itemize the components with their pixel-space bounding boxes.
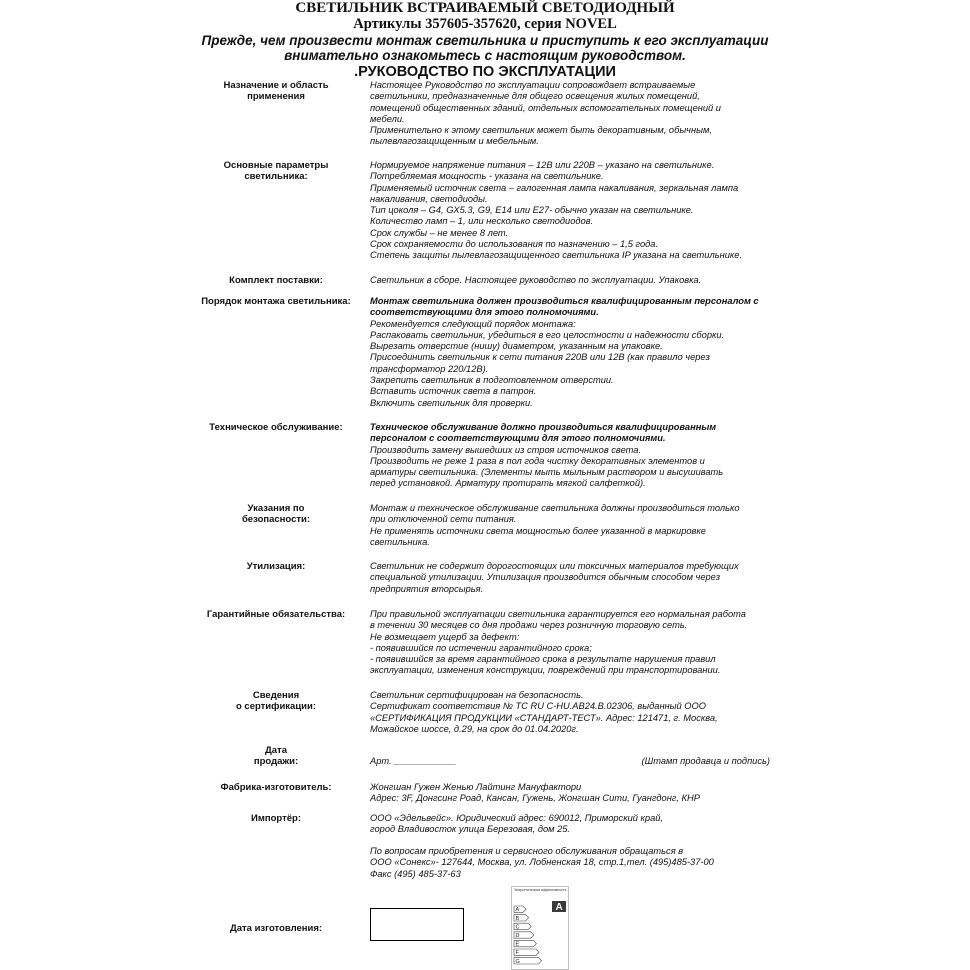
stamp-note: (Штамп продавца и подпись) [641, 756, 770, 766]
text-line: специальной утилизации. Утилизация производится обычным способом через [370, 572, 721, 583]
section-body [370, 690, 790, 735]
section-label: Указания по безопасности: [241, 503, 311, 526]
section-body [370, 561, 790, 595]
energy-class-letter: G [515, 958, 520, 965]
energy-class-letter: C [515, 924, 520, 931]
energy-class-letter: E [515, 941, 520, 948]
energy-class-letter: F [515, 950, 519, 957]
text-line: Производить не реже 1 раза в пол года чистку декоративных элементов и [370, 455, 705, 466]
text-line: светильники, предназначенные для общего освещения жилых помещений, [370, 91, 700, 102]
text-line: Факс (495) 485-37-63 [370, 868, 461, 879]
text-line: Не возмещает ущерб за дефект: [370, 631, 520, 642]
section-label: Дата изготовления: [229, 923, 323, 934]
text-line: Можайское шоссе, д.29, на срок до 01.04.2020г. [370, 723, 579, 734]
section-body [370, 422, 790, 490]
section-label: Гарантийные обязательства: [206, 609, 346, 620]
text-line-bold: соответствующими для этого полномочиями. [370, 307, 599, 318]
text-line: Производить замену вышедших из строя источников света. [370, 444, 642, 455]
text-line: пылевлагозащищенным и мебельным. [370, 136, 539, 147]
warning-line-1: Прежде, чем произвести монтаж светильника и приступить к его эксплуатации [201, 33, 769, 48]
manual-title: .РУКОВОДСТВО ПО ЭКСПЛУАТАЦИИ [354, 64, 616, 80]
section-body [370, 80, 790, 148]
text-line: в течении 30 месяцев со дня продажи через розничную торговую сеть. [370, 620, 688, 631]
section-body [370, 846, 790, 880]
text-line: Жонгшан Гужен Женью Лайтинг Мануфактори [370, 782, 582, 792]
text-line-bold: Монтаж светильника должен производиться квалифицированным персоналом с [370, 296, 759, 306]
text-line: Срок сохраняемости до использования по назначению – 1,5 года. [370, 239, 659, 250]
text-line: Светильник сертифицирован на безопасность. [370, 690, 584, 700]
article-field: Арт. ____________ [370, 756, 457, 766]
document-title: СВЕТИЛЬНИК ВСТРАИВАЕМЫЙ СВЕТОДИОДНЫЙ [295, 0, 675, 16]
section-body [370, 756, 790, 767]
text-line: Тип цоколя – G4, GX5.3, G9, E14 или E27- обычно указан на светильнике. [370, 205, 694, 216]
text-line: Распаковать светильник, убедиться в его целостности и надежности сборки. [370, 329, 725, 340]
text-line-bold: персоналом с соответствующими для этого полномочиями. [370, 433, 666, 444]
text-line: Монтаж и техническое обслуживание светильника должны производиться только [370, 503, 740, 513]
text-line: Закрепить светильник в подготовленном отверстии. [370, 375, 614, 386]
section-label: Импортёр: [251, 813, 301, 824]
text-line: Не применять источники света мощностью более указанной в маркировке [370, 525, 706, 536]
section-label: Дата продажи: [253, 745, 299, 768]
text-line: - появившийся за время гарантийного срока в результате нарушения правил [370, 654, 716, 665]
text-line: «СЕРТИФИКАЦИЯ ПРОДУКЦИИ «СТАНДАРТ-ТЕСТ». Адрес: 121471, г. Москва, [370, 712, 718, 723]
text-line: Количество ламп – 1, или несколько светодиодов. [370, 216, 594, 227]
section-label: Порядок монтажа светильника: [201, 296, 351, 307]
energy-class-letter: B [515, 915, 520, 922]
energy-efficiency-label [511, 886, 569, 970]
text-line: Вставить источник света в патрон. [370, 386, 537, 397]
text-line: Потребляемая мощность - указана на светильнике. [370, 171, 604, 182]
section-label: Фабрика-изготовитель: [220, 782, 332, 793]
energy-class-letter: D [515, 933, 520, 939]
text-line: Настоящее Руководство по эксплуатации сопровождает встраиваемые [370, 80, 696, 90]
text-line: мебели. [370, 113, 405, 124]
text-line: Светильник в сборе. Настоящее руководство по эксплуатации. Упаковка. [370, 275, 702, 285]
text-line: Включить светильник для проверки. [370, 397, 533, 408]
energy-rating-text: A [555, 902, 563, 913]
text-line: Сертификат соответствия № ТС RU C-HU.AB24.B.02306, выданный ООО [370, 701, 706, 712]
text-line: ООО «Сонекс»- 127644, Москва, ул. Лобненская 18, стр.1,тел. (495)485-37-00 [370, 857, 714, 868]
section-body [370, 503, 790, 548]
text-line: перед установкой. Арматуру протирать мягкой салфеткой). [370, 478, 646, 489]
section-label: Утилизация: [246, 561, 306, 572]
section-body [370, 160, 790, 262]
section-body [370, 296, 790, 409]
warning-text [0, 33, 970, 63]
text-line: предприятия вторсырья. [370, 583, 484, 594]
text-line-bold: Техническое обслуживание должно производиться квалифицированным [370, 422, 717, 432]
text-line: накаливания, светодиоды. [370, 193, 488, 204]
warning-line-2: внимательно ознакомьтесь с настоящим руководством. [284, 48, 686, 63]
text-line: Срок службы – не менее 8 лет. [370, 227, 509, 238]
section-label: Техническое обслуживание: [209, 422, 343, 433]
text-line: Степень защиты пылевлагозащищенного светильника IP указана на светильнике. [370, 250, 743, 261]
text-line: Вырезать отверстие (нишу) диаметром, указанным на упаковке. [370, 341, 663, 352]
energy-class-letter: A [515, 907, 520, 914]
section-label: Комплект поставки: [229, 275, 323, 286]
section-body [370, 609, 790, 677]
text-line: при отключенной сети питания. [370, 514, 517, 525]
text-line: помещений общественных зданий, отдельных вспомогательных помещений и [370, 102, 721, 113]
text-line: Адрес: 3F, Донгсинг Роад, Кансан, Гужень, Жонгшан Сити, Гуангдонг, КНР [370, 793, 700, 804]
text-line: Присоединить светильник к сети питания 220В или 12В (как правило через [370, 352, 710, 363]
sale-row [370, 756, 770, 767]
text-line: По вопросам приобретения и сервисного обслуживания обращаться в [370, 846, 684, 856]
section-label: Сведения о сертификации: [235, 690, 317, 713]
text-line: - появившийся по истечении гарантийного срока; [370, 642, 592, 653]
section-label: Основные параметры светильника: [223, 160, 329, 183]
text-line: Применительно к этому светильник может быть декоративным, обычным, [370, 125, 712, 136]
text-line: Нормируемое напряжение питания – 12В или 220В – указано на светильнике. [370, 160, 715, 170]
text-line: ООО «Эдельвейс». Юридический адрес: 690012, Приморский край, [370, 813, 663, 823]
articles-line: Артикулы 357605-357620, серия NOVEL [353, 16, 617, 32]
section-label: Назначение и область применения [223, 80, 329, 103]
text-line: Рекомендуется следующий порядок монтажа: [370, 318, 576, 329]
text-line: трансформатор 220/12В). [370, 363, 489, 374]
section-body [370, 782, 790, 805]
energy-caption: Энергетическая эффективность [514, 888, 567, 892]
text-line: Применяемый источник света – галогенная лампа накаливания, зеркальная лампа [370, 182, 739, 193]
text-line: Светильник не содержит дорогостоящих или токсичных материалов требующих [370, 561, 739, 571]
text-line: город Владивосток улица Березовая, дом 25. [370, 824, 571, 835]
section-body [370, 813, 790, 836]
production-date-box [370, 908, 464, 941]
text-line: арматуры светильника. (Элементы мыть мыльным раствором и высушивать [370, 467, 724, 478]
text-line: При правильной эксплуатации светильника гарантируется его нормальная работа [370, 609, 746, 619]
section-body [370, 275, 790, 286]
text-line: эксплуатации, изменения конструкции, повреждений при транспортировании. [370, 665, 721, 676]
text-line: светильника. [370, 536, 430, 547]
